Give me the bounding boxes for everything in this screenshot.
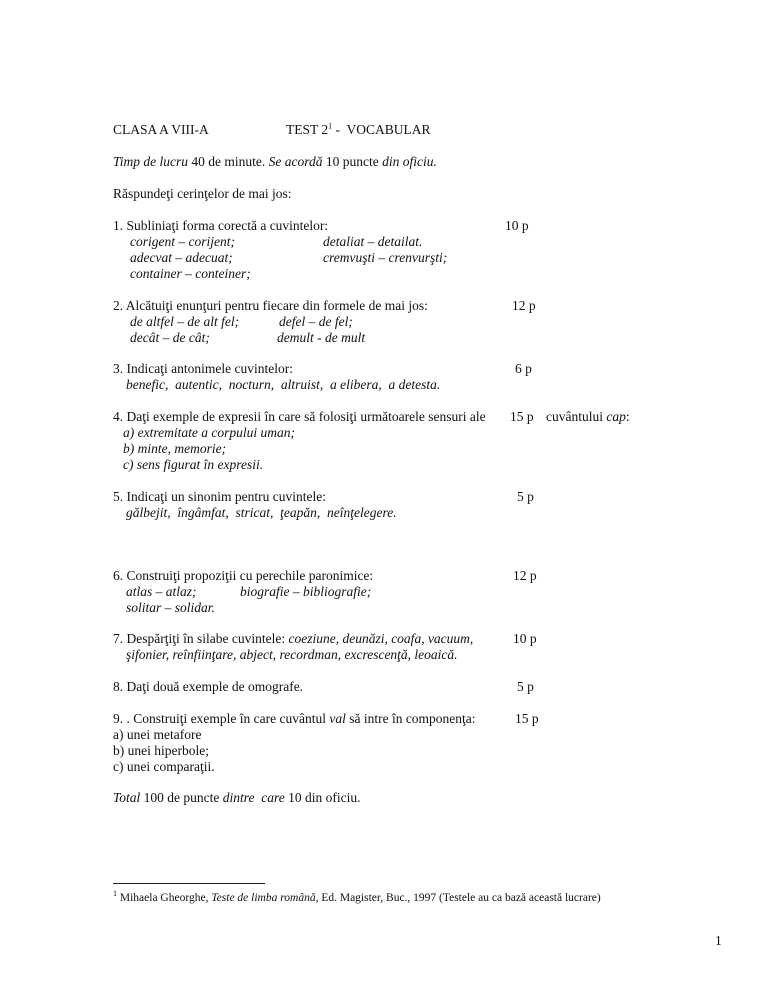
q7-points: 10 p bbox=[513, 631, 537, 646]
q6-item: atlas – atlaz; bbox=[126, 584, 197, 599]
q3-words: benefic, autentic, nocturn, altruist, a elibera, a detesta. bbox=[126, 377, 441, 392]
q1-points: 10 p bbox=[505, 218, 529, 233]
class-label: CLASA A VIII-A bbox=[113, 122, 209, 137]
total-part: 10 din oficiu. bbox=[284, 790, 361, 805]
q3-points: 6 p bbox=[515, 361, 532, 376]
q5-words: gălbejit, îngâmfat, stricat, ţeapăn, neînţelegere. bbox=[126, 505, 397, 520]
intro-part: Se acordă bbox=[268, 154, 323, 169]
intro-part: 40 de minute. bbox=[188, 154, 269, 169]
q7-line bbox=[113, 631, 473, 647]
q1-item: cremvuşti – crenvurşti; bbox=[323, 250, 448, 265]
q1-item: detaliat – detailat. bbox=[323, 234, 423, 249]
q6-text: 6. Construiţi propoziţii cu perechile paronimice: bbox=[113, 568, 374, 583]
footnote-marker: 1 bbox=[328, 121, 333, 131]
q1-item: corigent – corijent; bbox=[130, 234, 235, 249]
q1-item: container – conteiner; bbox=[130, 266, 251, 281]
q1-item: adecvat – adecuat; bbox=[130, 250, 233, 265]
page-number: 1 bbox=[715, 933, 722, 948]
q4-tail-part: cuvântului bbox=[546, 409, 607, 424]
q2-text: 2. Alcătuiţi enunţuri pentru fiecare din formele de mai jos: bbox=[113, 298, 428, 313]
q4-item: c) sens figurat în expresii. bbox=[123, 457, 264, 472]
q4-tail-part: : bbox=[625, 409, 630, 424]
footnote-part: Teste de limba română, bbox=[211, 892, 319, 904]
q4-text: 4. Daţi exemple de expresii în care să folosiţi următoarele sensuri ale bbox=[113, 409, 486, 424]
total-part: dintre care bbox=[222, 790, 285, 805]
q9-line bbox=[113, 711, 476, 727]
q8-points: 5 p bbox=[517, 679, 534, 694]
q1-text: 1. Subliniaţi forma corectă a cuvintelor: bbox=[113, 218, 329, 233]
q9-part: val bbox=[329, 711, 346, 726]
q5-points: 5 p bbox=[517, 489, 534, 504]
q6-item: solitar – solidar. bbox=[126, 600, 215, 615]
q8-text: 8. Daţi două exemple de omografe. bbox=[113, 679, 304, 694]
total-part: Total bbox=[113, 790, 141, 805]
q2-points: 12 p bbox=[512, 298, 536, 313]
q4-points: 15 p bbox=[510, 409, 534, 424]
q2-item: demult - de mult bbox=[277, 330, 366, 345]
footnote-part: Mihaela Gheorghe, bbox=[117, 892, 212, 904]
footnote-part: Ed. Magister, Buc., 1997 (Testele au ca bază această lucrare) bbox=[318, 892, 601, 904]
test-label: TEST 2 bbox=[286, 122, 329, 137]
q9-item: c) unei comparaţii. bbox=[113, 759, 215, 774]
test-topic: - VOCABULAR bbox=[332, 122, 431, 137]
q4-item: b) minte, memorie; bbox=[123, 441, 227, 456]
q2-item: defel – de fel; bbox=[279, 314, 353, 329]
total-part: 100 de puncte bbox=[140, 790, 223, 805]
q3-text: 3. Indicaţi antonimele cuvintelor: bbox=[113, 361, 293, 376]
q6-points: 12 p bbox=[513, 568, 537, 583]
q2-item: decât – de cât; bbox=[130, 330, 210, 345]
q4-item: a) extremitate a corpului uman; bbox=[123, 425, 295, 440]
footnote-mark: 1 bbox=[113, 889, 117, 899]
q7-text: 7. Despărţiţi în silabe cuvintele: bbox=[113, 631, 289, 646]
q9-item: b) unei hiperbole; bbox=[113, 743, 209, 758]
q9-part: să intre în componenţa: bbox=[345, 711, 476, 726]
instruction: Răspundeţi cerinţelor de mai jos: bbox=[113, 186, 292, 201]
intro-part: Timp de lucru bbox=[113, 154, 189, 169]
q5-text: 5. Indicaţi un sinonim pentru cuvintele: bbox=[113, 489, 326, 504]
q7-words: coeziune, deunăzi, coafa, vacuum, bbox=[288, 631, 474, 646]
q6-item: biografie – bibliografie; bbox=[240, 584, 372, 599]
q2-item: de altfel – de alt fel; bbox=[130, 314, 240, 329]
total-line bbox=[113, 790, 361, 806]
test-title bbox=[286, 122, 431, 138]
footnote-rule bbox=[113, 883, 265, 884]
q9-points: 15 p bbox=[515, 711, 539, 726]
intro-part: 10 puncte bbox=[322, 154, 383, 169]
intro-line bbox=[113, 154, 437, 170]
footnote bbox=[113, 890, 601, 906]
q7-words: şifonier, reînfiinţare, abject, recordman, excrescenţă, leoaică. bbox=[126, 647, 458, 662]
intro-part: din oficiu. bbox=[382, 154, 437, 169]
q9-item: a) unei metafore bbox=[113, 727, 202, 742]
q4-tail bbox=[546, 409, 630, 425]
q9-part: 9. . Construiţi exemple în care cuvântul bbox=[113, 711, 330, 726]
q4-tail-part: cap bbox=[606, 409, 626, 424]
